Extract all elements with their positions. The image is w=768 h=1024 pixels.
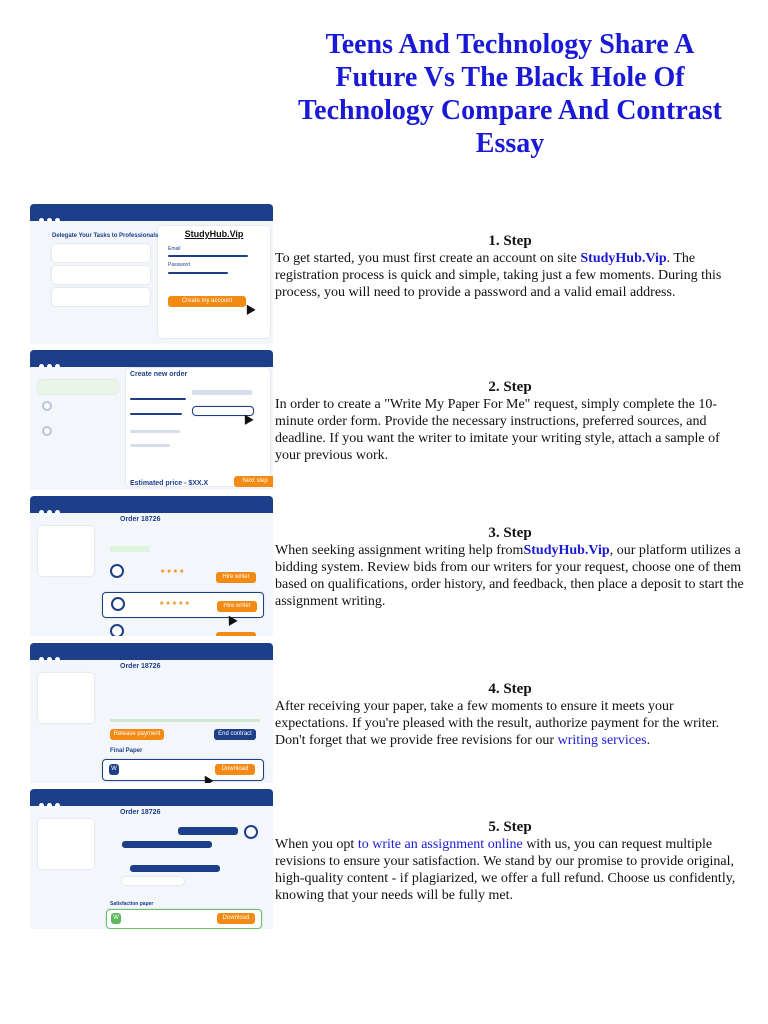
step-heading: 3. Step (488, 525, 532, 541)
step-5 (275, 818, 745, 904)
signup-form (158, 226, 270, 338)
step-text: After receiving your paper, take a few moments to ensure it meets your expectations. If you're pleased with the result, authorize payment for the writer. Don't forget that we provide free revisions for our (275, 699, 720, 748)
step-2 (275, 378, 745, 464)
screenshot-order-form (30, 350, 273, 490)
studyhub-link[interactable]: StudyHub.Vip (523, 543, 610, 558)
step-heading: 4. Step (488, 681, 532, 697)
step-text: . (646, 733, 651, 748)
password-label: Password (168, 262, 190, 268)
step-heading: 5. Step (488, 819, 532, 835)
step-text: When seeking assignment writing help from (275, 543, 524, 558)
brand-logo: StudyHub.Vip (184, 229, 244, 239)
screenshot-bids: Order 18726 ★★★★ Hire writer ★★★★★ Hire writer (30, 496, 273, 636)
step-text: To get started, you must first create an account on site (275, 251, 581, 266)
write-assignment-link[interactable]: to write an assignment online (357, 837, 523, 852)
shot-heading: Delegate Your Tasks to Professionals (52, 233, 159, 239)
satisfaction-paper-label: Satisfaction paper (110, 901, 154, 907)
next-step-button[interactable]: Next step (234, 476, 273, 487)
step-4 (275, 680, 745, 749)
order-number: Order 18726 (120, 516, 161, 523)
step-1 (275, 232, 745, 301)
order-number: Order 18726 (120, 809, 161, 816)
page-title: Teens And Technology Share A Future Vs The Black Hole Of Technology Compare And Contrast Essay (298, 29, 722, 159)
screenshot-revisions: Order 18726 Satisfaction paper W Download (30, 789, 273, 929)
step-text: , our platform utilizes a bidding system. Review bids from our writers for your request, choose one of them based on qualifications, order history, and feedback, then place a deposit to start the assignment writing. (275, 543, 744, 609)
writing-services-link[interactable]: writing services (557, 733, 647, 748)
step-heading: 2. Step (488, 379, 532, 395)
final-paper-label: Final Paper (110, 748, 143, 754)
step-3 (275, 524, 745, 610)
studyhub-link[interactable]: StudyHub.Vip (580, 251, 667, 266)
download-button[interactable]: Download (215, 764, 255, 775)
window-bar (30, 496, 273, 513)
step-heading: 1. Step (488, 233, 532, 249)
end-contract-button[interactable]: End contract (214, 729, 256, 740)
order-number: Order 18726 (120, 663, 161, 670)
order-form-heading: Create new order (130, 371, 188, 378)
step-text: . The registration process is quick and simple, taking just a few moments. During this process, you will need to provide a password and a valid email address. (275, 251, 722, 300)
step-text: In order to create a "Write My Paper For Me" request, simply complete the 10-minute order form. Provide the necessary instructions, preferred sources, and deadline. If you want the writer to imitate your writing style, attach a sample of your previous work. (275, 397, 720, 463)
hire-writer-button-1[interactable]: Hire writer (216, 572, 256, 583)
screenshot-approve: Order 18726 Release payment End contract Final Paper W Download (30, 643, 273, 783)
screenshot-signup (30, 204, 273, 344)
hire-writer-button-2[interactable]: Hire writer (217, 601, 257, 612)
email-label: Email (168, 246, 181, 252)
window-bar (30, 643, 273, 660)
window-bar (30, 204, 273, 221)
create-account-button[interactable]: Create my account (168, 296, 246, 307)
step-text: When you opt (275, 837, 358, 852)
release-payment-button[interactable]: Release payment (110, 729, 164, 740)
estimated-price: Estimated price - $XX.X (130, 480, 209, 487)
download-button[interactable]: Download (217, 913, 255, 924)
window-bar (30, 350, 273, 367)
window-bar (30, 789, 273, 806)
step-text: with us, you can request multiple revisions to ensure your satisfaction. We stand by our promise to provide original, high-quality content - if plagiarized, we offer a full refund. Choose us confidently, knowing that your needs will be fully met. (275, 837, 736, 903)
